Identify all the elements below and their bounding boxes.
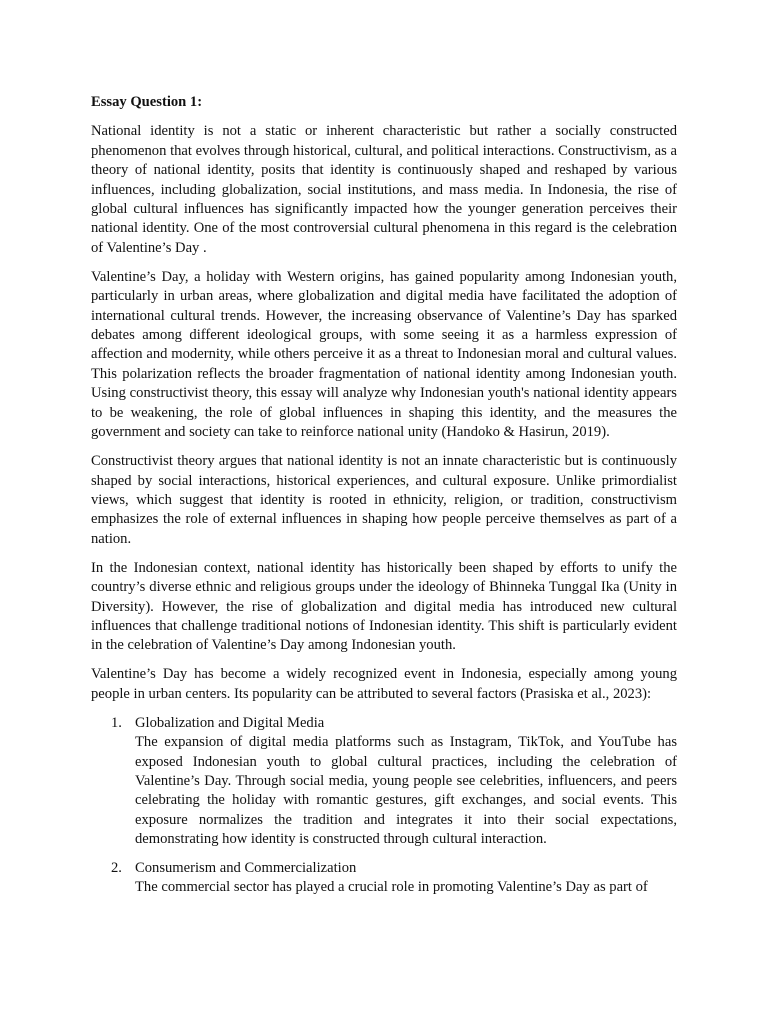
paragraph-constructivist-theory: Constructivist theory argues that national identity is not an innate characteristic but is continuously shaped by social interactions, historical experiences, and cultural exposure. Unlike primordialist views, which suggest that identity is rooted in ethnicity, religion, or tradition, constructivism emphasizes the role of external influences in shaping how people perceive themselves as part of a nation. [91, 453, 677, 547]
list-item-body: The commercial sector has played a crucial role in promoting Valentine’s Day as part of [135, 879, 648, 895]
list-item-title: Globalization and Digital Media [135, 714, 325, 731]
document-page [91, 93, 677, 906]
list-item-number: 1. [111, 714, 122, 731]
paragraph-valentines-context: Valentine’s Day, a holiday with Western origins, has gained popularity among Indonesian youth, particularly in urban areas, where globalization and digital media have facilitated the adoption of international cultural trends. However, the increasing observance of Valentine’s Day has sparked debates among different ideological groups, with some seeing it as a harmless expression of affection and modernity, while others perceive it as a threat to Indonesian moral and cultural values. This polarization reflects the broader fragmentation of national identity among Indonesian youth. Using constructivist theory, this essay will analyze why Indonesian youth's national identity appears to be weakening, the role of global influences in shaping this identity, and the measures the government and society can take to reinforce national unity (Handoko & Hasirun, 2019). [91, 268, 677, 441]
list-item [91, 859, 677, 898]
list-item-body: The expansion of digital media platforms such as Instagram, TikTok, and YouTube has exposed Indonesian youth to global cultural practices, including the celebration of Valentine’s Day. Through social media, young people see celebrities, influencers, and peers celebrating the holiday with romantic gestures, gift exchanges, and social events. This exposure normalizes the tradition and integrates it into their social expectations, demonstrating how identity is constructed through cultural interaction. [135, 734, 677, 848]
list-item-number: 2. [111, 859, 122, 876]
list-item-title: Consumerism and Commercialization [135, 859, 357, 876]
paragraph-popularity-factors: Valentine’s Day has become a widely recognized event in Indonesia, especially among young people in urban centers. Its popularity can be attributed to several factors (Prasiska et al., 2023): [91, 666, 677, 702]
paragraph-introduction: National identity is not a static or inherent characteristic but rather a socially constructed phenomenon that evolves through historical, cultural, and political interactions. Constructivism, as a theory of national identity, posits that identity is continuously shaped and reshaped by various influences, including globalization, social institutions, and mass media. In Indonesia, the rise of global cultural influences has significantly impacted how the younger generation perceives their national identity. One of the most controversial cultural phenomena in this regard is the celebration of Valentine’s Day . [91, 123, 677, 256]
list-item [91, 714, 677, 850]
factors-list [91, 714, 677, 898]
paragraph-indonesian-context: In the Indonesian context, national identity has historically been shaped by efforts to unify the country’s diverse ethnic and religious groups under the ideology of Bhinneka Tunggal Ika (Unity in Diversity). However, the rise of globalization and digital media has introduced new cultural influences that challenge traditional notions of Indonesian identity. This shift is particularly evident in the celebration of Valentine’s Day among Indonesian youth. [91, 559, 677, 654]
essay-heading: Essay Question 1: [91, 94, 203, 110]
